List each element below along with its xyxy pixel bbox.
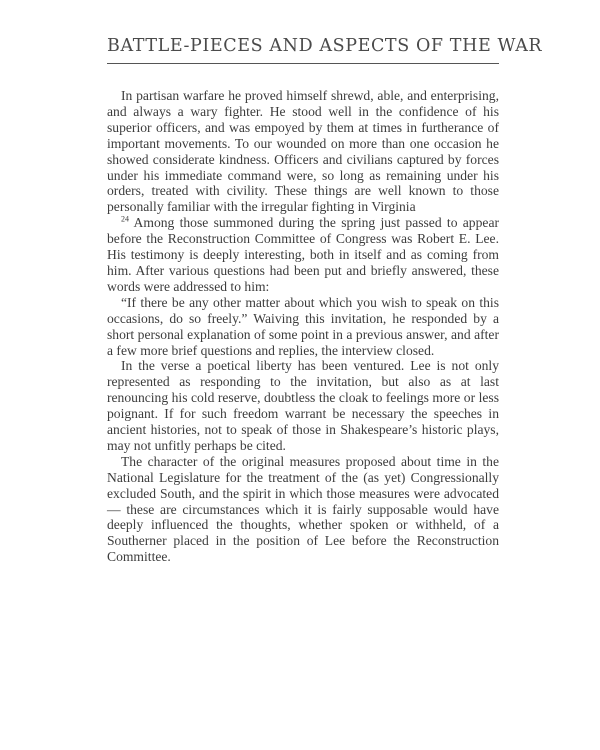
header-rule xyxy=(107,63,499,64)
paragraph-note-24-text: Among those summoned during the spring just passed to appear before the Reconstruction Committee of Congress was Robert E. Lee. His testimony is deeply interesting, both in itself and as coming from him. After various questions had been put and briefly answered, these words were addressed to him: xyxy=(107,215,499,294)
footnote-number: 24 xyxy=(121,214,129,224)
body-text xyxy=(107,88,499,565)
running-head-title: BATTLE-PIECES AND ASPECTS OF THE WAR xyxy=(107,36,543,56)
paragraph-quotation: “If there be any other matter about which you wish to speak on this occasions, do so freely.” Waiving this invitation, he responded by a short personal explanation of some point in a previous answer, and after a few more brief questions and replies, the interview closed. xyxy=(107,294,499,358)
paragraph-original-measures: The character of the original measures proposed about time in the National Legislature for the treatment of the (as yet) Congressionally excluded South, and the spirit in which those measures were advocated — these are circumstances which it is fairly supposable would have deeply influenced the thoughts, whether spoken or withheld, of a Southerner placed in the position of Lee before the Reconstruction Committee. xyxy=(107,453,499,565)
paragraph-partisan-warfare: In partisan warfare he proved himself shrewd, able, and enterprising, and always a wary fighter. He stood well in the confidence of his superior officers, and was empoyed by them at times in furtherance of important movements. To our wounded on more than one occasion he showed considerate kindness. Officers and civilians captured by forces under his immediate command were, so long as remaining under his orders, treated with civility. These things are well known to those personally familiar with the irregular fighting in Virginia xyxy=(107,88,499,215)
paragraph-poetical-liberty: In the verse a poetical liberty has been ventured. Lee is not only represented as responding to the invitation, but also as at last renouncing his cold reserve, doubtless the cloak to feelings more or less poignant. If for such freedom warrant be necessary the speeches in ancient histories, not to speak of those in Shakespeare’s historic plays, may not unfitly perhaps be cited. xyxy=(107,358,499,453)
paragraph-note-24 xyxy=(107,215,499,295)
